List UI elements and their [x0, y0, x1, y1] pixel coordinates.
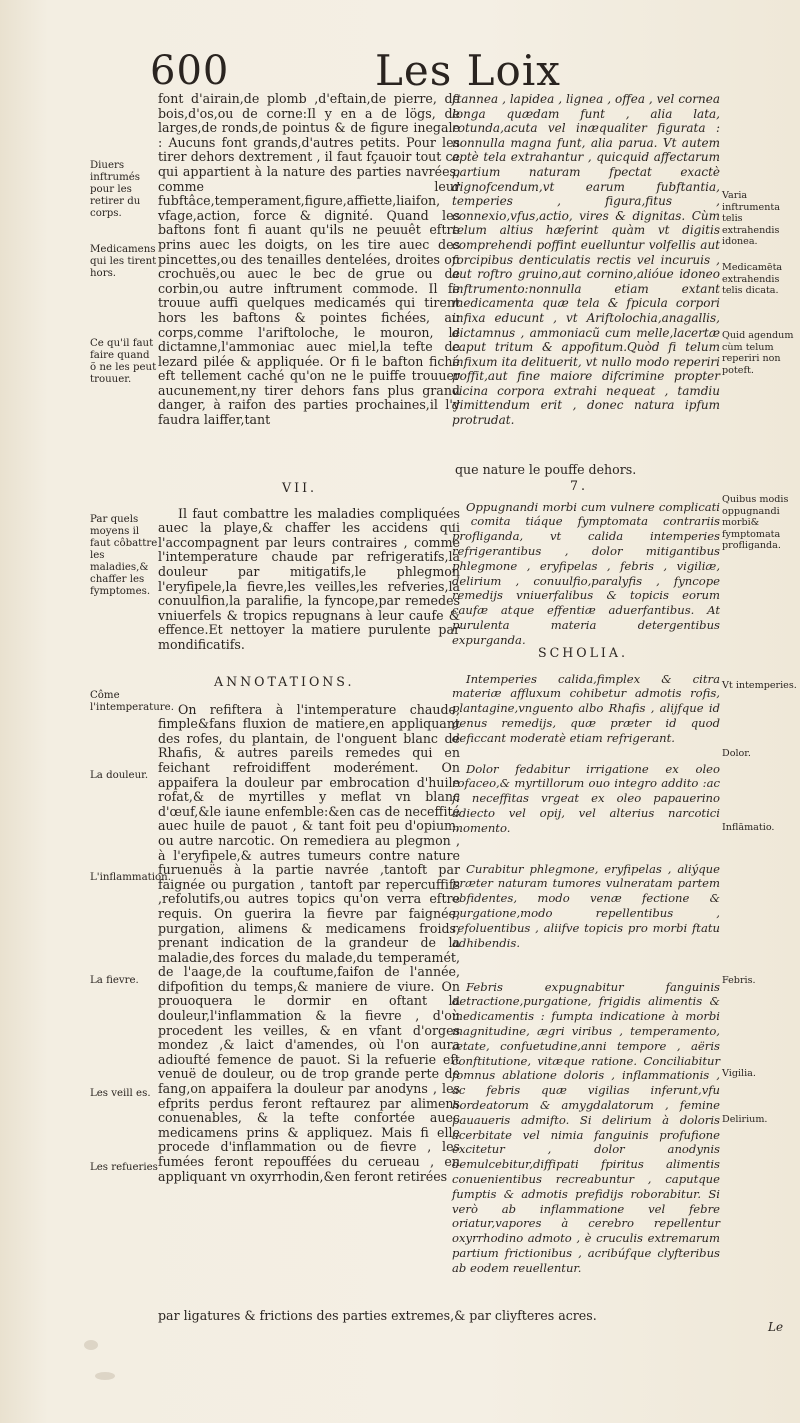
- right-margin-note: Febris.: [722, 975, 756, 986]
- ink-stain: [84, 1340, 98, 1350]
- latin-text-top: ftannea , lapidea , lignea , offea , vel cornea longa quædam funt , alia lata, rotunda,acuta vel inæqualiter figurata : nonnulla magna funt, alia parua. Vt autem aptè tela extrahantur , quicquid affectarum partium naturam fpectat exactè dignofcendum,vt earum fubftantia, temperies , figura,fitus , connexio,vfus,actio, vires & dignitas. Cùm telum altius hæferint quàm vt digitis comprehendi poffint euelluntur volfellis aut forcipibus denticulatis rectis vel incuruis , aut roftro gruino,aut cornino,alióue idoneo inftrumento:nonnulla etiam extant medicamenta quæ tela & fpicula corpori infixa educunt , vt Ariftolochia,anagallis, dictamnus , ammoniacũ cum melle,lacertæ caput tritum & appofitum.Quòd fi telum infixum ita delituerit, vt nullo modo reperiri poffit,aut fine maiore difcrimine propter vicina corpora extrahi nequeat , tamdiu dimittendum erit , donec natura ipfum protrudat.: [452, 92, 720, 428]
- right-margin-note: Inflāmatio.: [722, 822, 775, 833]
- latin-scholia-2: Dolor fedabitur irrigatione ex oleo rofaceo,& myrtillorum ouo integro addito :ac fi neceffitas vrgeat ex oleo papauerino adiecto vel opij, vel alterius narcotici momento.: [452, 761, 720, 835]
- section-number-french: VII.: [282, 480, 318, 495]
- left-margin-note: La douleur.: [90, 770, 149, 781]
- catchword: Le: [768, 1320, 784, 1334]
- ink-stain: [95, 1372, 115, 1380]
- latin-scholia-1: Intemperies calida,fimplex & citra materiæ affluxum cohibetur admotis rofis, plantagine,vnguento albo Rhafis , alijfque id genus remedijs, quæ præter id quod deficcant moderatè etiam refrigerant.: [452, 671, 720, 745]
- left-margin-note: Les veill es.: [90, 1088, 151, 1099]
- right-margin-note: Varia inftrumenta telis extrahendis idonea.: [722, 190, 780, 247]
- left-margin-note: Diuers inftrumés pour les retirer du corps.: [90, 160, 141, 219]
- french-annotations: On refiftera à l'intemperature chaude, fimple&fans fluxion de matiere,en appliquant des rofes, du plantain, de l'onguent blanc de Rhafis, & autres pareils remedes qui en feichant refroidiffent moderément. On appaifera la douleur par embrocation d'huile rofat,& de myrtilles y meflat vn blanc d'œuf,&le iaune enfemble:&en cas de neceffité auec huile de pauot , & tant foit peu d'opium, ou autre narcotic. On remediera au plegmon , à l'eryfipele,& autres tumeurs contre nature furuenuës à la partie navrée ,tantoft par faignée ou purgation , tantoft par repercuffifs ,refolutifs,ou autres topics qu'on verra eftre requis. On guerira la fievre par faignée, purgation, alimens & medicamens froids, prenant indication de la grandeur de la maladie,des forces du malade,du temperamét, de l'aage,de la couftume,faifon de l'année, difpofition du temps,& maniere de viure. On prouoquera le dormir en oftant la douleur,l'inflammation & la fievre , d'où procedent les veilles, & en vfant d'orges mondez ,& laict d'amendes, où l'on aura adioufté femence de pauot. Si la refuerie eft venuë de douleur, ou de trop grande perte de fang,on appaifera la douleur par anodyns , les efprits perdus feront reftaurez par alimens conuenables, & la tefte confortée auec medicamens prins & appliquez. Mais fi elle procede d'inflammation ou de fievre , les fumées feront repouffées du cerueau , en appliquant vn oxyrrhodin,&en feront retirées: [158, 701, 460, 1184]
- right-margin-note: Vigilia.: [722, 1068, 756, 1079]
- left-margin-note: Les refueries: [90, 1162, 158, 1173]
- left-margin-note: Par quels moyens il faut côbattre les maladies,& chaffer les fymptomes.: [90, 514, 158, 597]
- left-margin-note: L'inflammation.: [90, 872, 171, 883]
- page-number: 600: [150, 48, 230, 94]
- latin-scholia-4: Febris expugnabitur fanguinis detractione,purgatione, frigidis alimentis & medicamentis : fumpta indicatione à morbi magnitudine, ægri viribus , temperamento, ætate, confuetudine,anni tempore , aëris conftitutione, vitæque ratione. Conciliabitur fomnus ablatione doloris , inflammationis , ac febris quæ vigilias inferunt,vfu hordeatorum & amygdalatorum , femine pauaueris admifto. Si delirium à doloris acerbitate vel nimia fanguinis profufione excitetur , dolor anodynis demulcebitur,diffipati fpiritus alimentis conuenientibus recreabuntur , caputque fumptis & admotis prefidijs roborabitur. Si verò ab inflammatione vel febre oriatur,vapores à cerebro repellentur oxyrrhodino admoto , è cruculis extremarum partium frictionibus , acribúfque clyfteribus ab eodem reuellentur.: [452, 979, 720, 1275]
- scholia-heading: SCHOLIA.: [538, 645, 629, 660]
- left-margin-note: Medicamens qui les tirent hors.: [90, 244, 157, 279]
- french-text-top: font d'airain,de plomb ,d'eftain,de pierre, de bois,d'os,ou de corne:Il y en a de lögs, de larges,de ronds,de pointus & de figure inegale : Aucuns font grands,d'autres petits. Pour les tirer dehors dextrement , il faut fçauoir tout ce qui appartient à la nature des parties navrées, comme leur fubftâce,temperament,figure,affiette,liaifon, vfage,action, force & dignité. Quand les baftons font fi auant qu'ils ne peuuêt eftre prins auec les doigts, on les tire auec des pincettes,ou des tenailles dentelées, droites ou crochuës,ou auec le bec de grue ou de corbin,ou autre inftrument commode. Il fe trouue auffi quelques medicamés qui tirent hors les baftons & pointes fichées, au corps,comme l'ariftoloche, le mouron, le dictamne,l'ammoniac auec miel,la tefte de lezard pilée & appliquée. Or fi le bafton fiché eft tellement caché qu'on ne le puiffe trouuer aucunement,ny tirer dehors fans plus grand danger, à raifon des parties prochaines,il l'y faudra laiffer,tant: [158, 91, 460, 428]
- left-margin-note: Côme l'intemperature.: [90, 690, 174, 713]
- full-width-line-bottom: par ligatures & frictions des parties extremes,& par cliyfteres acres.: [158, 1308, 597, 1323]
- right-margin-note: Delirium.: [722, 1114, 768, 1125]
- left-margin-note: La fievre.: [90, 975, 139, 986]
- running-title: Les Loix: [375, 46, 561, 95]
- right-margin-note: Quibus modis oppugnandi morbi& fymptomata profliganda.: [722, 494, 789, 551]
- full-width-line: que nature le pouffe dehors.: [455, 462, 637, 477]
- section-number-latin: 7.: [570, 478, 589, 493]
- french-section-7: Il faut combattre les maladies compliquées auec la playe,& chaffer les accidens qui l'accompagnent par leurs contraires , comme l'intemperature chaude par refrigeratifs,la douleur par mitigatifs,le phlegmon l'eryfipele,la fievre,les veilles,les refveries,la conuulfion,la paralifie, la fyncope,par remedes vniuerfels & tropics repugnans à leur caufe & effence.Et nettoyer la matiere purulente par mondificatifs.: [158, 505, 460, 652]
- annotations-heading: ANNOTATIONS.: [214, 674, 355, 689]
- right-margin-note: Vt intemperies.: [722, 680, 797, 691]
- latin-section-7: Oppugnandi morbi cum vulnere complicati , comita tiáque fymptomata contrariis profliganda, vt calida intemperies refrigerantibus , dolor mitigantibus phlegmone , eryfipelas , febris , vigiliæ, delirium , conuulfio,paralyfis , fyncope remedijs vniuerfalibus & topicis eorum caufæ atque effentiæ aduerfantibus. At purulenta materia detergentibus expurganda.: [452, 499, 720, 647]
- right-margin-note: Medicamēta extrahendis telis dicata.: [722, 262, 783, 296]
- right-margin-note: Dolor.: [722, 748, 751, 759]
- latin-scholia-3: Curabitur phlegmone, eryfipelas , aliýque præter naturam tumores vulneratam partem obfidentes, modo venæ fectione & purgatione,modo repellentibus , refoluentibus , aliifve topicis pro morbi ftatu adhibendis.: [452, 861, 720, 950]
- left-margin-note: Ce qu'il faut faire quand õ ne les peut trouuer.: [90, 338, 157, 385]
- right-margin-note: Quid agendum cùm telum reperiri non poteft.: [722, 330, 794, 376]
